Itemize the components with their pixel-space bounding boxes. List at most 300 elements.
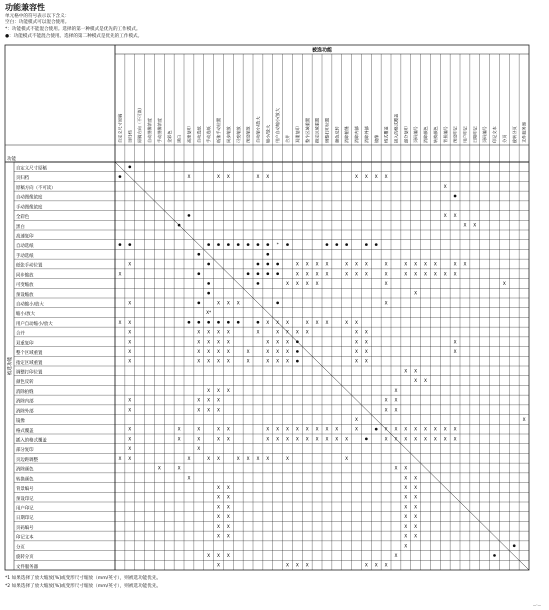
cell-mark-priority-second (365, 438, 368, 441)
cell-mark: X (266, 320, 270, 326)
cell-mark: X (453, 350, 457, 356)
column-header: 高速复印 (186, 126, 192, 143)
column-header: 背景编号 (442, 126, 448, 143)
cell-mark: X (305, 282, 309, 288)
cell-mark-priority-second (296, 350, 299, 353)
cell-mark: X (355, 340, 358, 346)
cell-mark: X (128, 320, 132, 326)
cell-mark: X (414, 369, 418, 375)
cell-mark: X (286, 456, 289, 462)
cell-mark-priority-second (326, 243, 329, 246)
row-label: 插入的格式覆盖 (16, 438, 47, 444)
cell-mark: X (246, 359, 250, 365)
cell-mark: X (315, 427, 319, 433)
cell-mark: X (315, 272, 319, 278)
cell-mark: X (256, 456, 260, 462)
cell-mark-priority-second (266, 253, 269, 256)
cell-mark: X (256, 175, 260, 181)
cell-mark: X (404, 369, 408, 375)
column-header: 镜像 (373, 134, 379, 143)
cell-mark-priority-second (276, 272, 279, 275)
cell-mark: X (226, 427, 230, 433)
cell-mark-priority-second (375, 428, 378, 431)
row-label: 格式覆盖 (16, 428, 34, 434)
cell-mark: X (394, 408, 398, 414)
column-header: 原稿方向（不可读） (137, 105, 143, 143)
row-label: 消除外部 (16, 409, 34, 415)
cell-mark: X (217, 340, 220, 346)
cell-mark-priority-second (493, 554, 496, 557)
column-header: 缩小/放大 (265, 124, 271, 143)
column-header: 手动图像浓度 (156, 117, 162, 143)
column-header: 全彩色 (166, 130, 172, 143)
cell-mark: X (128, 350, 132, 356)
column-header: 预设印记 (452, 126, 458, 143)
cell-mark: X (453, 427, 457, 433)
cell-mark: X (286, 427, 289, 433)
cell-mark: X (177, 427, 181, 433)
cell-mark: X (384, 398, 388, 404)
row-label: 文件服务器 (16, 564, 38, 570)
row-label: 整个区域重置 (16, 351, 43, 357)
cell-mark: X (236, 456, 240, 462)
cell-mark: X (364, 359, 368, 365)
column-header: 用户印记 (462, 126, 468, 143)
cell-mark: X (295, 427, 299, 433)
row-label: 双重复印 (16, 341, 34, 347)
column-header: 黑白 (176, 134, 182, 143)
cell-mark: X (295, 262, 299, 268)
cell-mark: X (335, 437, 339, 443)
cell-mark: X (157, 466, 161, 472)
column-header: 消除内部 (354, 126, 360, 143)
intro-line: ●：功能模式不能混合使用。选择的第二种模式是优先的工作模式。 (5, 34, 143, 39)
column-header: 页码编号 (413, 126, 419, 143)
cell-mark: X (433, 272, 437, 278)
cell-mark: X (226, 301, 230, 307)
cell-mark: X (384, 272, 388, 278)
cell-mark: X (197, 408, 201, 414)
cell-mark: X (197, 437, 201, 443)
cell-mark: X (453, 437, 457, 443)
cell-mark: X (197, 350, 201, 356)
column-header: 旋转分页 (511, 126, 517, 143)
cell-mark: X (355, 359, 358, 365)
cell-mark: X (207, 350, 211, 356)
cell-mark: X (414, 486, 418, 492)
intro-line: *：功能模式不能混合使用。选择的第一种模式是优先的工作模式。 (5, 27, 141, 32)
cell-mark: X (246, 456, 250, 462)
cell-mark: X (236, 301, 240, 307)
cell-mark-priority-second (119, 243, 122, 246)
row-label: 原稿方向（不可读） (16, 185, 56, 191)
cell-mark: X (128, 301, 132, 307)
cell-mark: X (187, 175, 191, 181)
cell-mark: X (473, 223, 477, 229)
cell-mark: X (226, 340, 230, 346)
cell-mark: X (315, 262, 319, 268)
cell-mark: X (295, 282, 299, 288)
cell-mark: X (276, 350, 280, 356)
cell-mark: X (325, 427, 329, 433)
cell-mark: X (217, 427, 220, 433)
cell-mark: X (384, 262, 388, 268)
cell-mark: X (226, 534, 230, 540)
cell-mark: X (276, 320, 280, 326)
cell-mark: X (217, 524, 220, 530)
cell-mark: X (355, 418, 358, 424)
cell-mark: X (404, 515, 408, 521)
cell-mark: X (197, 398, 201, 404)
cell-mark: X (226, 388, 230, 394)
cell-mark: X (404, 524, 408, 530)
cell-mark: X (217, 301, 220, 307)
cell-mark-priority-second (296, 360, 299, 363)
cell-mark: X (414, 476, 418, 482)
cell-mark: X (305, 330, 309, 336)
cell-mark: X (404, 466, 408, 472)
row-label: 全彩色 (16, 215, 30, 221)
cell-mark: X (295, 563, 299, 569)
column-header: 自动选纸 (196, 126, 202, 143)
cell-mark: X (364, 563, 368, 569)
row-label: 页边距调整 (16, 457, 38, 463)
column-header: 日期印记 (472, 126, 478, 143)
cell-mark-priority-second (375, 243, 378, 246)
row-label: 消除拍缝 (16, 389, 34, 395)
cell-mark: X (414, 262, 418, 268)
cell-mark: X (305, 437, 309, 443)
cell-mark: X (286, 282, 289, 288)
column-header: 预设缩放 (245, 126, 251, 143)
cell-mark: X (197, 340, 201, 346)
cell-mark: X (355, 350, 358, 356)
cell-mark: X (443, 437, 447, 443)
cell-mark: X (315, 437, 319, 443)
cell-mark: X (217, 486, 220, 492)
cell-mark: X (374, 175, 378, 181)
cell-mark: X (384, 175, 388, 181)
cell-mark: X (355, 427, 358, 433)
cell-mark: X (128, 340, 132, 346)
cell-mark: X (197, 447, 201, 453)
row-label: 印记文本 (16, 535, 34, 541)
row-label: 自动图像浓度 (16, 195, 43, 201)
cell-mark: X (217, 408, 220, 414)
cell-mark: X (226, 554, 230, 560)
cell-mark: X (217, 398, 220, 404)
cell-mark: X (414, 495, 418, 501)
column-header: 页码编号 (482, 126, 488, 143)
cell-mark: X (305, 272, 309, 278)
cell-mark-priority-second (454, 195, 457, 198)
cell-mark: X (128, 447, 132, 453)
cell-mark-priority-second (207, 263, 210, 266)
column-header: 整个区域重置 (304, 117, 310, 143)
cell-mark-priority-second (207, 282, 210, 285)
row-label: 自动选纸 (16, 244, 34, 250)
cell-mark: X (404, 262, 408, 268)
cell-mark: X (276, 427, 280, 433)
cell-mark: X (364, 262, 368, 268)
column-header: 格式覆盖 (383, 126, 389, 143)
cell-mark: X (404, 437, 408, 443)
cell-mark: X (404, 427, 408, 433)
cell-mark: X (217, 359, 220, 365)
cell-mark: X (286, 330, 289, 336)
column-header: 同步缩放 (225, 126, 231, 143)
cell-mark: X (414, 379, 418, 385)
cell-mark: X (453, 214, 457, 220)
cell-mark-priority-second (237, 321, 240, 324)
cell-mark: X (246, 350, 250, 356)
cell-mark: X (217, 388, 220, 394)
cell-mark: X (404, 505, 408, 511)
row-label: 指定区域重置 (16, 360, 43, 366)
column-header: 部分复印 (403, 126, 409, 143)
cell-mark: X (226, 524, 230, 530)
row-label: 用户印记 (16, 506, 34, 512)
cell-mark: X (276, 340, 280, 346)
column-header: 印记文本 (492, 126, 498, 143)
cell-mark: X (414, 437, 418, 443)
cell-mark: X (226, 515, 230, 521)
row-label: 转换颜色 (16, 477, 34, 483)
cell-mark: X (394, 427, 398, 433)
side-header-label: 被选功能 (8, 356, 13, 376)
cell-mark: X (414, 291, 418, 297)
cell-mark-priority-second (257, 263, 260, 266)
cell-mark-priority-second (207, 243, 210, 246)
cell-mark: X (305, 427, 309, 433)
cell-mark: X (345, 262, 349, 268)
footnote: *1 如果选择了放大缩放[%]或变形尺寸缩放（mm/英寸），则被选功能优先。 (5, 576, 162, 581)
cell-mark: X (443, 272, 447, 278)
cell-mark: X (266, 437, 270, 443)
column-header: 颜色反转 (334, 126, 340, 143)
cell-mark: X (207, 330, 211, 336)
cell-mark: X (404, 272, 408, 278)
intro-line: 空白：功能模式可以混合使用。 (5, 20, 70, 25)
row-label: 分页 (16, 545, 25, 551)
cell-mark: X (305, 563, 309, 569)
cell-mark: X (207, 359, 211, 365)
cell-mark: X (325, 272, 329, 278)
cell-mark: X (433, 437, 437, 443)
cell-mark: X (197, 359, 201, 365)
cell-mark: X* (206, 311, 212, 317)
cell-mark: X (414, 534, 418, 540)
cell-mark-priority-second (513, 544, 516, 547)
cell-mark: X (404, 486, 408, 492)
column-header: 消除外部 (363, 126, 369, 143)
cell-mark: X (207, 398, 211, 404)
cell-mark: X (217, 554, 220, 560)
cell-mark: X (266, 350, 270, 356)
cell-mark: X (177, 437, 181, 443)
cell-mark: X (404, 495, 408, 501)
cell-mark: X (394, 466, 398, 472)
column-header: 页归档 (127, 130, 133, 143)
cell-mark-priority-second (119, 175, 122, 178)
cell-mark: X (355, 175, 358, 181)
cell-mark: X (364, 272, 368, 278)
cell-mark: X (217, 456, 220, 462)
cell-mark: X (433, 262, 437, 268)
cell-mark: X (394, 437, 398, 443)
cell-mark: X (384, 282, 388, 288)
cell-mark: X (404, 534, 408, 540)
cell-mark: X (217, 330, 220, 336)
cell-mark: X (463, 223, 467, 229)
cell-mark: X (217, 175, 220, 181)
row-label: 背景编号 (16, 487, 34, 493)
cell-mark: X (276, 359, 280, 365)
cell-mark: X (226, 330, 230, 336)
cell-mark-priority-second (237, 243, 240, 246)
row-label: 页归档 (16, 176, 30, 182)
row-label: 可变缩放 (16, 283, 34, 289)
cell-mark-priority-second (188, 321, 191, 324)
column-header: 消除颜色 (423, 126, 429, 143)
cell-mark-priority-second (197, 253, 200, 256)
cell-mark: X (325, 320, 329, 326)
cell-mark: X (286, 320, 289, 326)
cell-mark: X (364, 175, 368, 181)
cell-mark: X (207, 340, 211, 346)
cell-mark: X (266, 175, 270, 181)
cell-mark-priority-second (257, 272, 260, 275)
cell-mark: X (226, 437, 230, 443)
cell-mark-priority-second (197, 272, 200, 275)
column-header: 合并 (285, 134, 291, 143)
cell-mark: X (177, 466, 181, 472)
column-header: 双重复印 (294, 126, 300, 143)
cell-mark: X (384, 408, 388, 414)
row-label: 消除颜色 (16, 467, 34, 473)
cell-mark-priority-second (276, 263, 279, 266)
cell-mark-priority-second (128, 243, 131, 246)
row-label: 同步缩放 (16, 273, 34, 279)
cell-mark-priority-second (365, 243, 368, 246)
cell-mark: X (295, 330, 299, 336)
cell-mark: X (226, 495, 230, 501)
cell-mark: X (187, 476, 191, 482)
cell-mark: X (414, 427, 418, 433)
column-header: 可变缩放 (235, 126, 241, 143)
cell-mark-priority-second (266, 263, 269, 266)
cell-mark: X (325, 262, 329, 268)
cell-mark: X (226, 505, 230, 511)
row-label: 用户自动缩小/放大 (16, 321, 53, 327)
column-header: 自定义尺寸原稿 (117, 113, 123, 143)
column-header: 自动缩小/放大 (255, 116, 261, 143)
cell-mark: X (345, 437, 349, 443)
cell-mark: X (217, 563, 220, 569)
cell-mark: X (266, 359, 270, 365)
row-label: 消除内部 (16, 399, 34, 405)
cell-mark: X (128, 456, 132, 462)
row-label: 黑白 (16, 224, 25, 230)
cell-mark: X (374, 563, 378, 569)
cell-mark: X (345, 456, 349, 462)
cell-mark-priority-second (257, 243, 260, 246)
table-frame (5, 45, 529, 570)
cell-mark-priority-second (207, 292, 210, 295)
cell-mark: X (394, 388, 398, 394)
column-header: 纸张手动位置 (216, 117, 222, 143)
cell-mark: X (226, 350, 230, 356)
cell-mark: X (266, 456, 270, 462)
cell-mark: X (128, 408, 132, 414)
column-header: 插入的格式覆盖 (393, 113, 399, 143)
cell-mark-priority-second (188, 214, 191, 217)
cell-mark: X (217, 495, 220, 501)
column-header: 转换颜色 (432, 126, 438, 143)
cell-mark: X (502, 282, 506, 288)
cell-mark: X (217, 534, 220, 540)
row-label: 日期印记 (16, 516, 34, 522)
cell-mark: X (404, 544, 408, 550)
cell-mark: X (384, 563, 388, 569)
cell-mark: X (207, 456, 211, 462)
cell-mark: X (414, 515, 418, 521)
cell-mark: X (217, 437, 220, 443)
cell-mark: X (128, 398, 132, 404)
cell-mark-priority-second (257, 321, 260, 324)
row-label: 自动缩小/放大 (16, 302, 44, 308)
column-header: 手动选纸 (206, 126, 212, 143)
cell-mark: X (424, 437, 427, 443)
cell-mark: X (207, 408, 211, 414)
column-header: 用户自动缩小/放大 (275, 108, 281, 143)
row-label: 部分复印 (16, 448, 34, 454)
cell-mark: X (345, 320, 349, 326)
column-header: 消除拍缝 (344, 126, 350, 143)
cell-mark: X (207, 554, 211, 560)
intro-line: 单元格中的符号表示以下含义： (5, 14, 70, 19)
cell-mark: X (404, 476, 408, 482)
cell-mark: X (355, 320, 358, 326)
cell-mark: X (364, 340, 368, 346)
column-header: 调整打印位置 (324, 117, 330, 143)
cell-mark: X (384, 437, 388, 443)
row-label: 缩小/放大 (16, 312, 36, 318)
cell-mark: X (226, 486, 230, 492)
cell-mark-priority-second (227, 321, 230, 324)
cell-mark-priority-second (217, 321, 220, 324)
cell-mark: X (295, 272, 299, 278)
row-label: 高速复印 (16, 234, 34, 240)
cell-mark: X (424, 379, 427, 385)
cell-mark: X (394, 554, 398, 560)
row-label: 自定义尺寸原稿 (16, 166, 47, 172)
cell-mark-priority-second (247, 243, 250, 246)
cell-mark: X (118, 320, 122, 326)
cell-mark-priority-second (247, 272, 250, 275)
cell-mark: X (453, 262, 457, 268)
cell-mark: X (226, 359, 230, 365)
cell-mark: X (453, 272, 457, 278)
cell-mark: X (286, 350, 289, 356)
cell-mark-priority-second (227, 243, 230, 246)
cell-mark: X (463, 262, 467, 268)
cell-mark: X (414, 272, 418, 278)
cell-mark: X (414, 505, 418, 511)
corner-label: 功能 (7, 157, 16, 162)
cell-mark-priority-second (197, 302, 200, 305)
column-header: 分页 (501, 134, 507, 143)
